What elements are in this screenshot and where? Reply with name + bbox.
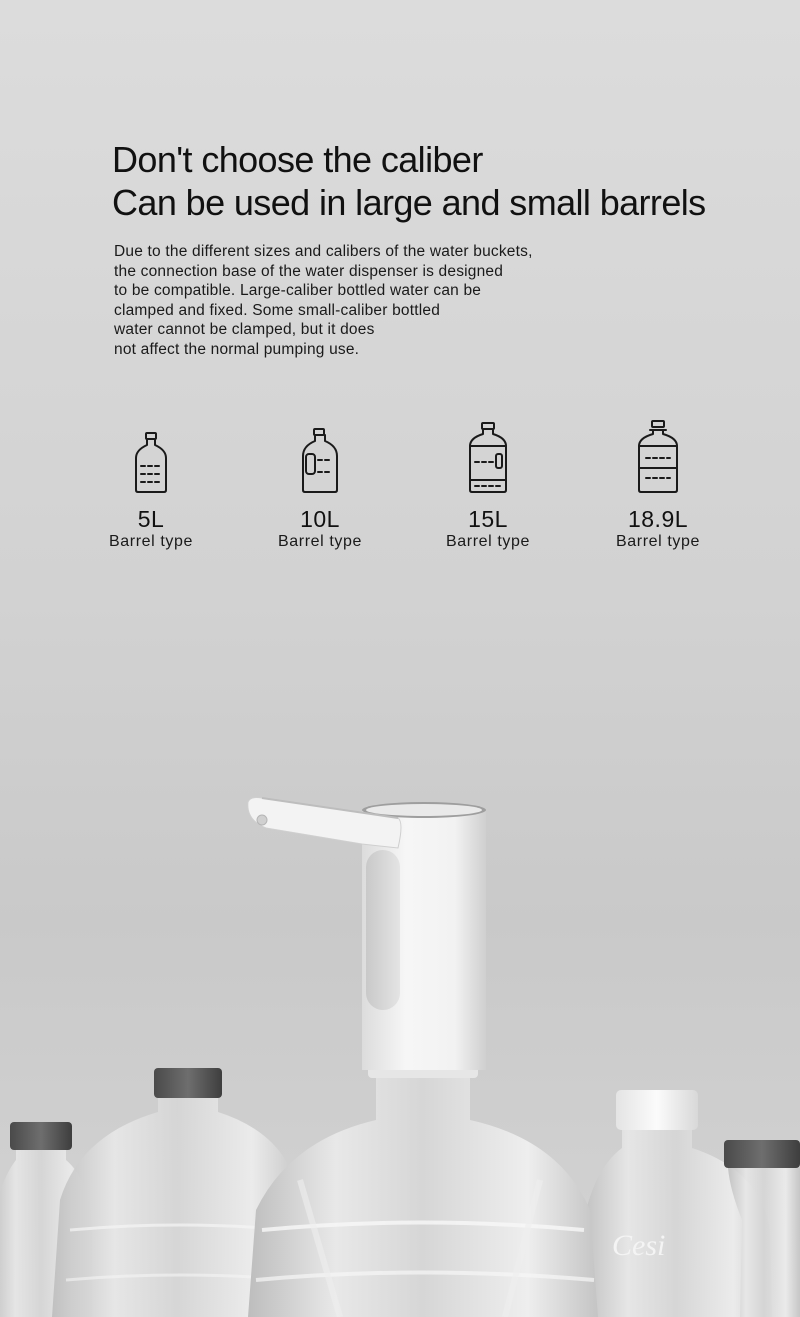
small-bottle-icon xyxy=(134,432,168,494)
description xyxy=(114,242,634,360)
handle-jug-icon xyxy=(301,428,339,494)
barrel-option-18-9l xyxy=(598,418,718,552)
barrel-size: 18.9L xyxy=(627,506,689,532)
description-line: the connection base of the water dispenser is designed xyxy=(114,262,504,280)
bottle-label: Cesi xyxy=(612,1229,666,1262)
description-line: clamped and fixed. Some small-caliber bottled xyxy=(114,301,441,319)
water-barrel-icon xyxy=(636,420,680,494)
description-line: Due to the different sizes and calibers of the water buckets, xyxy=(114,243,533,260)
barrel-type-label: Barrel type xyxy=(278,533,362,550)
description-line: water cannot be clamped, but it does xyxy=(114,321,375,339)
headline xyxy=(112,138,706,224)
description-line: to be compatible. Large-caliber bottled water can be xyxy=(114,282,482,300)
barrel-type-label: Barrel type xyxy=(446,533,530,550)
barrel-option-5l xyxy=(91,418,211,552)
barrel-size: 10L xyxy=(300,506,340,532)
water-pump xyxy=(248,798,486,1071)
large-jug-icon xyxy=(467,422,509,494)
product-photo xyxy=(0,760,800,1317)
barrel-size: 15L xyxy=(468,506,508,532)
bottle-center xyxy=(248,1060,598,1317)
barrel-type-label: Barrel type xyxy=(109,533,193,550)
description-line: not affect the normal pumping use. xyxy=(114,340,360,358)
headline-line-1: Don't choose the caliber xyxy=(112,139,483,180)
barrel-size: 5L xyxy=(137,506,165,532)
barrel-type-label: Barrel type xyxy=(616,533,700,550)
barrel-option-10l xyxy=(260,418,380,552)
barrel-option-15l xyxy=(428,418,548,552)
headline-line-2: Can be used in large and small barrels xyxy=(112,182,706,223)
